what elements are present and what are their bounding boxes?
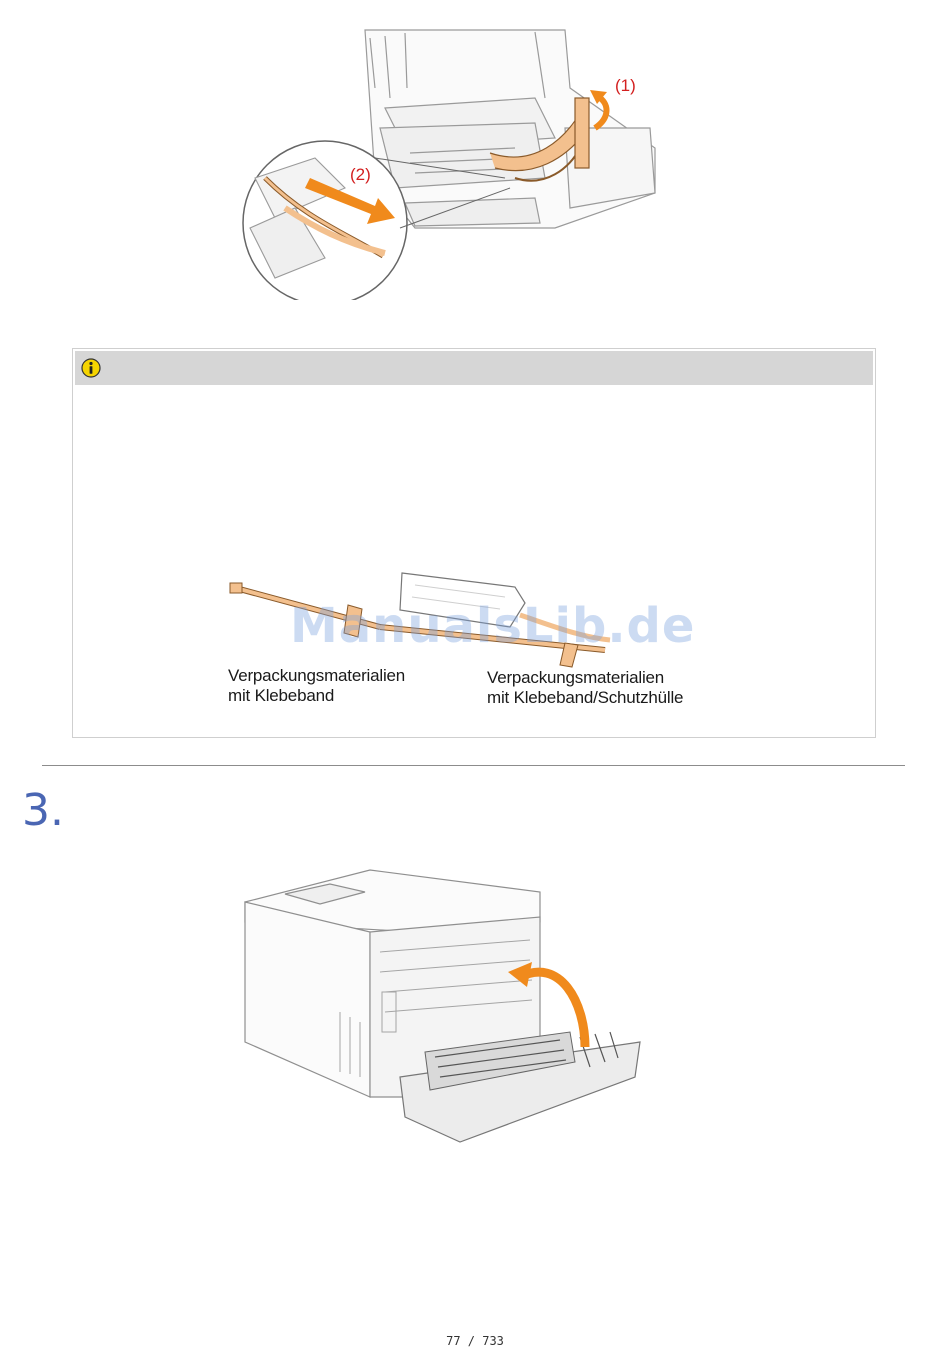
callout-label-2: (2) bbox=[350, 165, 371, 184]
packing-label-tape-cover-line2: mit Klebeband/Schutzhülle bbox=[487, 688, 684, 707]
section-divider bbox=[42, 765, 905, 766]
watermark: ManualsLib.de bbox=[290, 598, 696, 654]
step-number: 3. bbox=[22, 785, 64, 836]
packing-label-tape-line2: mit Klebeband bbox=[228, 686, 335, 705]
packing-label-tape-cover-line1: Verpackungsmaterialien bbox=[487, 668, 665, 687]
packing-label-tape-line1: Verpackungsmaterialien bbox=[228, 666, 406, 685]
info-icon bbox=[81, 358, 101, 378]
page-number: 77 / 733 bbox=[446, 1334, 504, 1348]
note-header bbox=[75, 351, 873, 385]
packing-label-tape bbox=[228, 666, 405, 706]
packing-removal-illustration bbox=[235, 28, 660, 300]
packing-label-tape-cover bbox=[487, 668, 683, 708]
note-box bbox=[72, 348, 876, 738]
printer-rear-cover-illustration bbox=[240, 862, 650, 1147]
callout-label-1: (1) bbox=[615, 76, 636, 95]
